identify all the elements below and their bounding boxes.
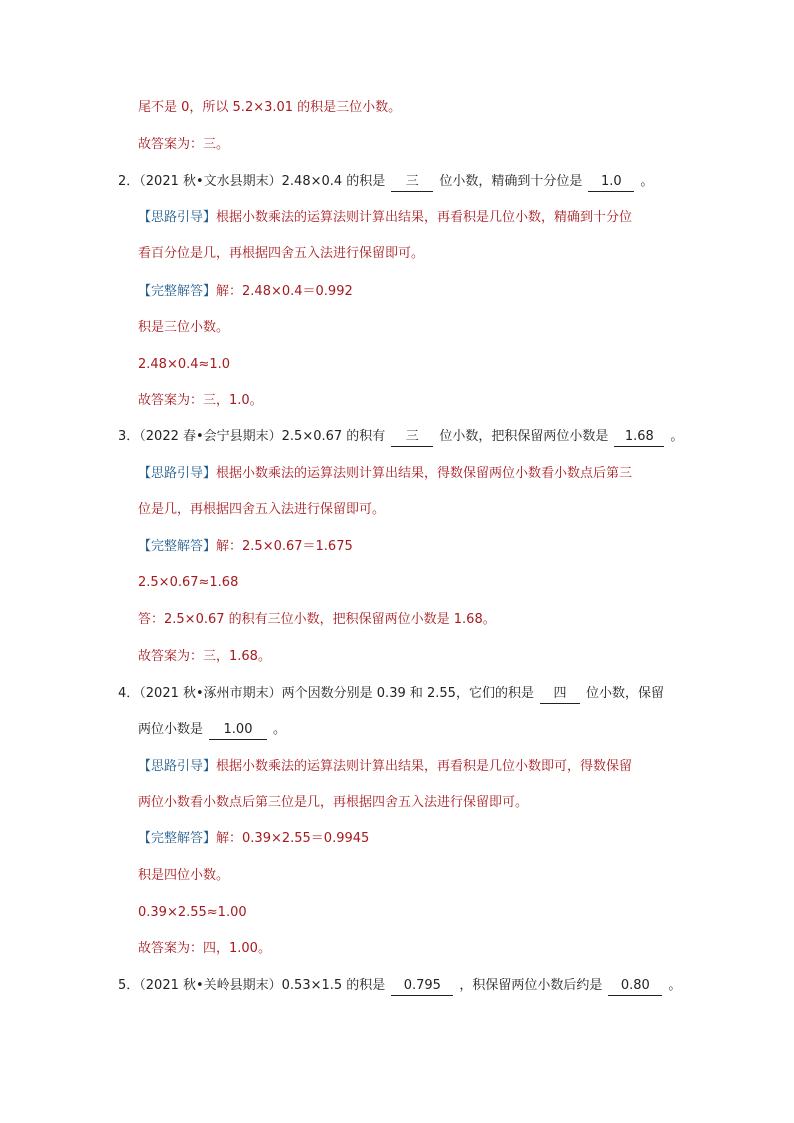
q2-solution-line1: 解：2.48×0.4＝0.992 <box>216 284 353 299</box>
q2-blank-2: 1.0 <box>588 173 634 192</box>
q3-hint-line1: 根据小数乘法的运算法则计算出结果，得数保留两位小数看小数点后第三 <box>216 466 633 481</box>
q5-stem <box>118 976 681 996</box>
q3-hint-line2: 位是几，再根据四舍五入法进行保留即可。 <box>138 502 386 517</box>
q2-suffix: 。 <box>640 174 654 189</box>
q4-solution <box>138 829 369 849</box>
q4-answer: 故答案为：四，1.00。 <box>138 941 271 956</box>
q2-solution-line2: 积是三位小数。 <box>138 320 230 335</box>
q4-hint <box>138 757 632 777</box>
q2-hint <box>138 208 632 228</box>
q3-solution-line2: 2.5×0.67≈1.68 <box>138 575 239 590</box>
q3-answer: 故答案为：三，1.68。 <box>138 649 271 664</box>
q4-solution-line1: 解：0.39×2.55＝0.9945 <box>216 831 370 846</box>
q4-hint-line2: 两位小数看小数点后第三位是几，再根据四舍五入法进行保留即可。 <box>138 795 529 810</box>
q2-mid: 位小数，精确到十分位是 <box>439 174 583 189</box>
q2-solution <box>138 282 353 302</box>
q2-prefix: 2．（2021 秋•文水县期末）2.48×0.4 的积是 <box>118 174 386 189</box>
q4-mid: 位小数，保留 <box>585 686 664 701</box>
q4-solution-tag: 【完整解答】 <box>138 831 217 846</box>
q5-prefix: 5．（2021 秋•关岭县期末）0.53×1.5 的积是 <box>118 978 386 993</box>
q3-solution-line3: 答：2.5×0.67 的积有三位小数，把积保留两位小数是 1.68。 <box>138 612 496 627</box>
q4-solution-line3: 0.39×2.55≈1.00 <box>138 905 247 920</box>
q4-solution-line2: 积是四位小数。 <box>138 868 230 883</box>
q2-answer: 故答案为：三，1.0。 <box>138 393 263 408</box>
q5-suffix: 。 <box>668 978 682 993</box>
q3-mid: 位小数，把积保留两位小数是 <box>439 429 609 444</box>
q4-hint-line1: 根据小数乘法的运算法则计算出结果，再看积是几位小数即可，得数保留 <box>216 759 633 774</box>
q3-solution <box>138 537 353 557</box>
q2-solution-line3: 2.48×0.4≈1.0 <box>138 357 231 372</box>
q4-prefix: 4．（2021 秋•涿州市期末）两个因数分别是 0.39 和 2.55，它们的积是 <box>118 686 534 701</box>
q4-blank-1: 四 <box>540 685 580 704</box>
q3-stem <box>118 427 683 447</box>
q3-hint <box>138 464 632 484</box>
q4-hint-tag: 【思路引导】 <box>138 759 217 774</box>
q3-suffix: 。 <box>670 429 684 444</box>
q3-hint-tag: 【思路引导】 <box>138 466 217 481</box>
q2-hint-line1: 根据小数乘法的运算法则计算出结果，再看积是几位小数，精确到十分位 <box>216 210 633 225</box>
q4-stem <box>118 684 664 704</box>
q5-mid: ，积保留两位小数后约是 <box>459 978 603 993</box>
q4-blank-2: 1.00 <box>209 721 267 740</box>
q3-prefix: 3．（2022 春•会宁县期末）2.5×0.67 的积有 <box>118 429 386 444</box>
q2-blank-1: 三 <box>391 173 433 192</box>
q4-suffix: 。 <box>273 722 287 737</box>
q1-answer: 故答案为：三。 <box>138 137 230 152</box>
q3-blank-2: 1.68 <box>614 428 664 447</box>
q2-hint-tag: 【思路引导】 <box>138 210 217 225</box>
q2-solution-tag: 【完整解答】 <box>138 284 217 299</box>
q2-hint-line2: 看百分位是几，再根据四舍五入法进行保留即可。 <box>138 246 425 261</box>
q3-blank-1: 三 <box>391 428 433 447</box>
q4-stem-line2 <box>138 720 286 740</box>
q5-blank-2: 0.80 <box>608 977 662 996</box>
q4-line2-prefix: 两位小数是 <box>138 722 204 737</box>
q5-blank-1: 0.795 <box>391 977 453 996</box>
q3-solution-tag: 【完整解答】 <box>138 539 217 554</box>
q1-continuation: 尾不是 0，所以 5.2×3.01 的积是三位小数。 <box>138 100 402 115</box>
q2-stem <box>118 172 653 192</box>
q3-solution-line1: 解：2.5×0.67＝1.675 <box>216 539 353 554</box>
